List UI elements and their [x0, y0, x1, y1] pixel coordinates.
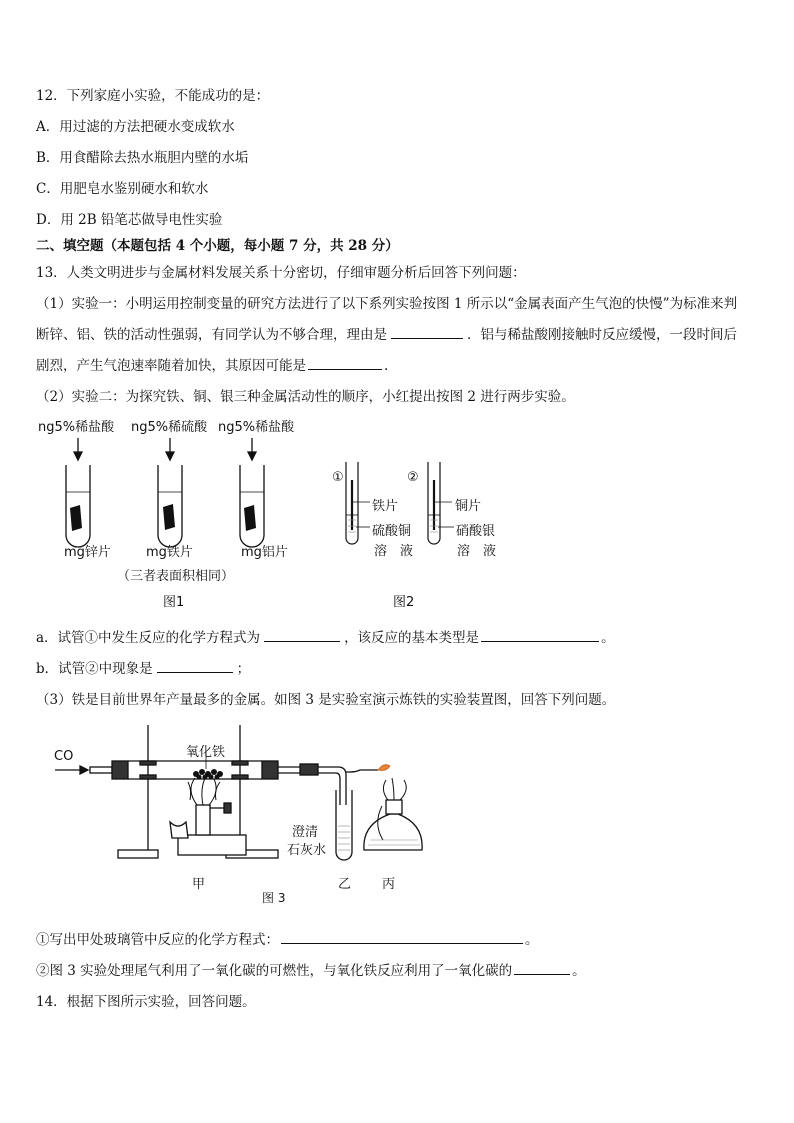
q13-part3-2-end: 。	[572, 963, 586, 979]
fig2-plate2-label: 铜片	[455, 499, 482, 514]
fig3-limewater-label2: 石灰水	[287, 843, 327, 858]
fig2-solution2-label: 硝酸银	[456, 524, 496, 539]
q13-part3-2	[36, 959, 586, 979]
q13-part-b-text2: ；	[236, 661, 251, 677]
fig3-label-yi: 乙	[338, 877, 352, 892]
fig3-limewater-label1: 澄清	[292, 825, 319, 840]
q13-p1-line2a: 断锌、铝、铁的活动性强弱，有同学认为不够合理，理由是	[36, 327, 387, 343]
fig2-solution2-suffix: 溶 液	[457, 544, 497, 559]
fig1-caption: 图1	[163, 595, 185, 610]
answer-blank-property[interactable]	[514, 961, 570, 975]
fig1-metal3-label: mg铝片	[241, 545, 288, 560]
q13-p2: （2）实验二：为探究铁、铜、银三种金属活动性的顺序，小红提出按图 2 进行两步实验。	[36, 389, 575, 405]
fig1-metal1-label: mg锌片	[64, 545, 111, 560]
q13-part-a-text2: ，该反应的基本类型是	[344, 630, 480, 646]
q13-part3-1-text: ①写出甲处玻璃管中反应的化学方程式：	[36, 932, 279, 948]
answer-blank-equation2[interactable]	[281, 930, 523, 944]
fig2-number1: ①	[332, 470, 344, 485]
q13-part-b-text1: b．试管②中现象是	[36, 661, 153, 677]
fig2-number2: ②	[407, 470, 419, 485]
q13-part-a-text3: 。	[601, 630, 615, 646]
fig1-acid1-label: ng5%稀盐酸	[38, 420, 115, 435]
fig3-label-jia: 甲	[192, 877, 206, 892]
section2-title: 二、填空题（本题包括 4 个小题，每小题 7 分，共 28 分）	[36, 238, 399, 254]
q13-p1-line1: （1）实验一：小明运用控制变量的研究方法进行了以下系列实验按图 1 所示以“金属表面产生气泡的快慢”为标准来判	[36, 296, 738, 312]
q13-p1-line3b: .	[384, 358, 389, 374]
q13-p1-line2b: ．铝与稀盐酸刚接触时反应缓慢，一段时间后	[467, 327, 737, 343]
fig3-label-bing: 丙	[382, 877, 396, 892]
fig2-plate1-label: 铁片	[372, 499, 399, 514]
q13-p1-line3a: 剧烈，产生气泡速率随着加快，其原因可能是	[36, 358, 306, 374]
q13-p3: （3）铁是目前世界年产量最多的金属。如图 3 是实验室演示炼铁的实验装置图，回答下列问题。	[36, 692, 616, 708]
q12-option-c: C．用肥皂水鉴别硬水和软水	[36, 181, 209, 197]
q14-stem: 14．根据下图所示实验，回答问题。	[36, 994, 256, 1010]
q12-option-a: A．用过滤的方法把硬水变成软水	[36, 119, 235, 135]
fig1-note: （三者表面积相同）	[117, 569, 235, 584]
fig3-oxide-label: 氧化铁	[186, 745, 226, 760]
fig1-metal2-label: mg铁片	[146, 545, 193, 560]
fig2-solution1-suffix: 溶 液	[374, 544, 414, 559]
fig2-caption: 图2	[393, 595, 415, 610]
q13-part3-1-end: 。	[525, 932, 539, 948]
q13-part3-2-text: ②图 3 实验处理尾气利用了一氧化碳的可燃性，与氧化铁反应利用了一氧化碳的	[36, 963, 513, 979]
fig2-solution1-label: 硫酸铜	[372, 524, 412, 539]
q12-option-d: D．用 2B 铅笔芯做导电性实验	[36, 212, 223, 228]
fig1-acid2-label: ng5%稀硫酸	[131, 420, 208, 435]
q13-part-a-text1: a．试管①中发生反应的化学方程式为	[36, 630, 261, 646]
q12-option-b: B．用食醋除去热水瓶胆内壁的水垢	[36, 150, 249, 166]
q13-part3-1	[36, 928, 539, 948]
fig3-co-label: CO	[54, 749, 74, 764]
fig3-caption: 图 3	[262, 891, 286, 905]
fig1-acid3-label: ng5%稀盐酸	[218, 420, 295, 435]
q12-stem: 12．下列家庭小实验，不能成功的是：	[36, 88, 270, 104]
q13-stem: 13．人类文明进步与金属材料发展关系十分密切，仔细审题分析后回答下列问题：	[36, 265, 526, 281]
